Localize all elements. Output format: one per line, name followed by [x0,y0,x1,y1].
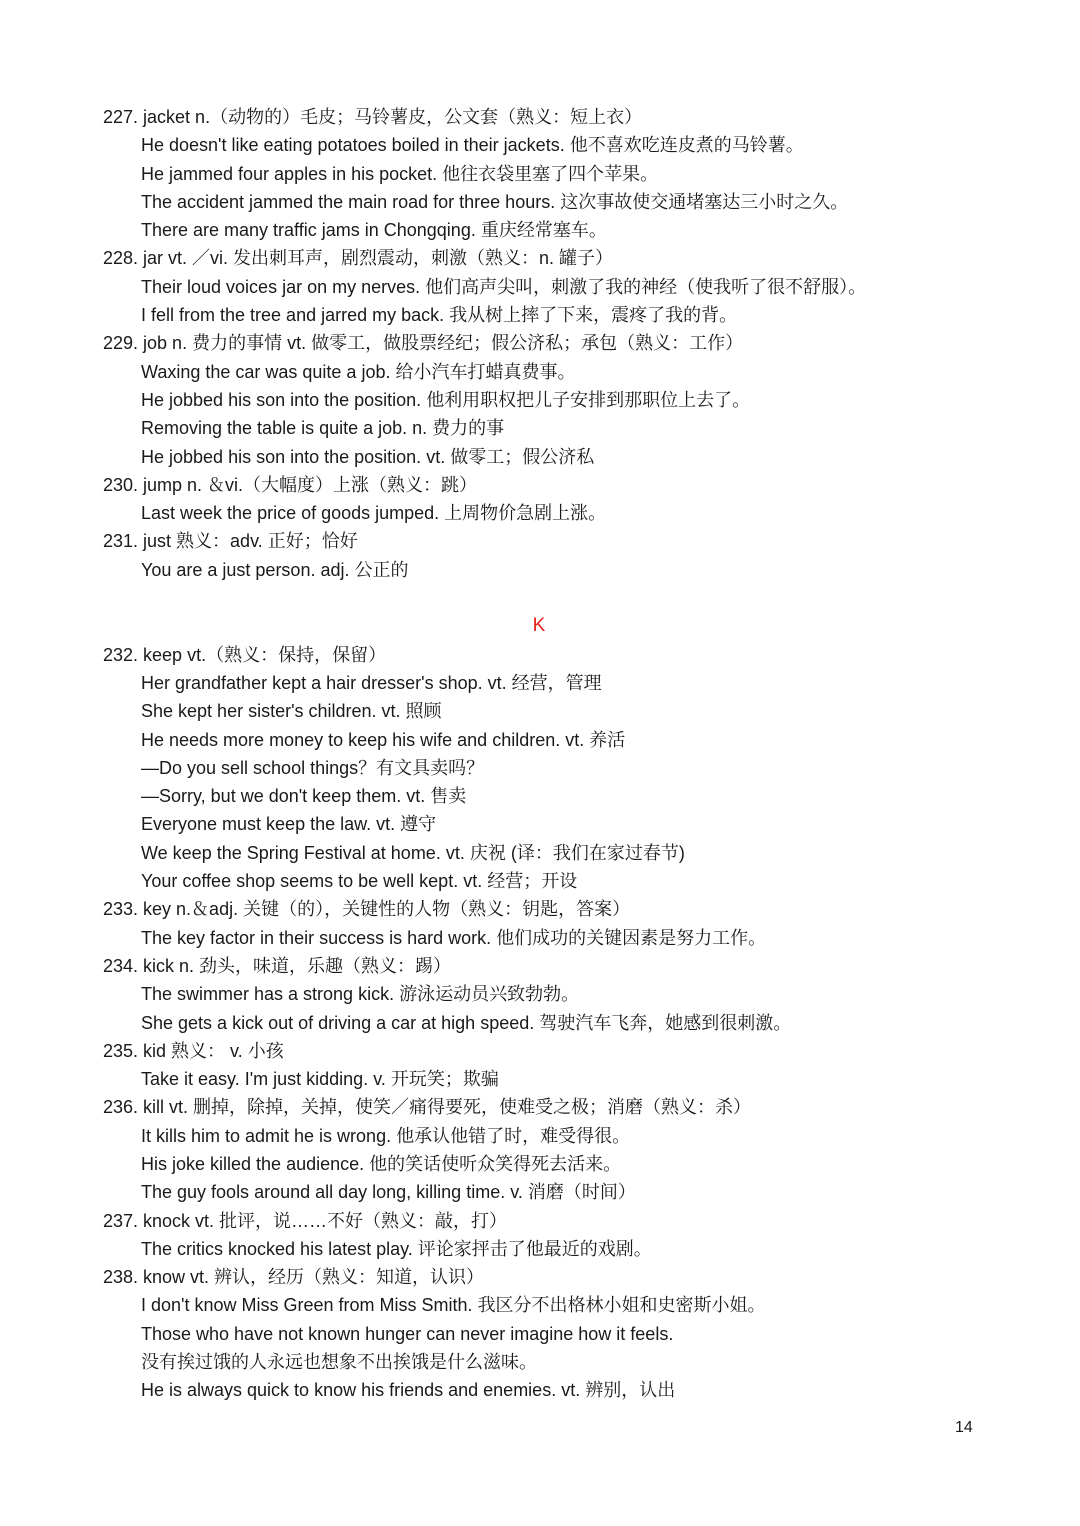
example-sentence: He is always quick to know his friends and enemies. vt. 辨别，认出 [141,1380,676,1401]
example-sentence: Everyone must keep the law. vt. 遵守 [141,814,437,835]
example-sentence: The accident jammed the main road for three hours. 这次事故使交通堵塞达三小时之久。 [141,191,849,212]
vocabulary-entry-heading: 236. kill vt. 删掉，除掉，关掉，使笑／痛得要死，使难受之极；消磨（熟义：杀） [103,1097,752,1118]
vocabulary-entry-heading: 231. just 熟义：adv. 正好；恰好 [103,531,358,552]
example-sentence: Take it easy. I'm just kidding. v. 开玩笑；欺骗 [141,1069,499,1090]
example-sentence: —Do you sell school things？有文具卖吗？ [141,757,485,778]
example-sentence: —Sorry, but we don't keep them. vt. 售卖 [141,786,467,807]
example-sentence: He needs more money to keep his wife and children. vt. 养活 [141,729,626,750]
section-spacer [103,584,1003,612]
example-sentence: I don't know Miss Green from Miss Smith. 我区分不出格林小姐和史密斯小姐。 [141,1295,766,1316]
example-sentence: Removing the table is quite a job. n. 费力的事 [141,418,505,439]
vocabulary-entry-heading: 232. keep vt.（熟义：保持，保留） [103,644,387,665]
vocabulary-entry-heading: 230. jump n. ＆vi.（大幅度）上涨（熟义：跳） [103,474,478,495]
example-sentence: He jobbed his son into the position. 他利用职权把儿子安排到那职位上去了。 [141,389,751,410]
example-sentence: He doesn't like eating potatoes boiled in their jackets. 他不喜欢吃连皮煮的马铃薯。 [141,135,804,156]
example-sentence: You are a just person. adj. 公正的 [141,559,409,580]
example-sentence: Those who have not known hunger can never imagine how it feels. [141,1323,674,1344]
example-sentence: The critics knocked his latest play. 评论家抨击了他最近的戏剧。 [141,1238,652,1259]
example-sentence: 没有挨过饿的人永远也想象不出挨饿是什么滋味。 [141,1352,537,1373]
example-sentence: Their loud voices jar on my nerves. 他们高声尖叫，刺激了我的神经（使我听了很不舒服）。 [141,276,867,297]
vocabulary-entry-heading: 235. kid 熟义： v. 小孩 [103,1040,284,1061]
vocabulary-list [103,103,1003,1405]
example-sentence: His joke killed the audience. 他的笑话使听众笑得死去活来。 [141,1153,622,1174]
example-sentence: Her grandfather kept a hair dresser's shop. vt. 经营，管理 [141,672,602,693]
example-sentence: There are many traffic jams in Chongqing. 重庆经常塞车。 [141,220,607,241]
example-sentence: She gets a kick out of driving a car at high speed. 驾驶汽车飞奔，她感到很刺激。 [141,1012,792,1033]
example-sentence: He jobbed his son into the position. vt. 做零工；假公济私 [141,446,595,467]
vocabulary-entry-heading: 228. jar vt. ／vi. 发出刺耳声，剧烈震动，刺激（熟义：n. 罐子） [103,248,614,269]
example-sentence: I fell from the tree and jarred my back. 我从树上摔了下来，震疼了我的背。 [141,305,738,326]
example-sentence: Your coffee shop seems to be well kept. vt. 经营；开设 [141,871,578,892]
example-sentence: Waxing the car was quite a job. 给小汽车打蜡真费事。 [141,361,576,382]
example-sentence: The guy fools around all day long, killing time. v. 消磨（时间） [141,1182,636,1203]
example-sentence: Last week the price of goods jumped. 上周物价急剧上涨。 [141,503,607,524]
example-sentence: We keep the Spring Festival at home. vt. 庆祝 (译：我们在家过春节) [141,842,685,863]
vocabulary-entry-heading: 237. knock vt. 批评，说……不好（熟义：敲，打） [103,1210,508,1231]
example-sentence: She kept her sister's children. vt. 照顾 [141,701,442,722]
vocabulary-entry-heading: 227. jacket n.（动物的）毛皮；马铃薯皮，公文套（熟义：短上衣） [103,107,643,127]
example-sentence: He jammed four apples in his pocket. 他往衣袋里塞了四个苹果。 [141,163,659,184]
example-sentence: It kills him to admit he is wrong. 他承认他错了时，难受得很。 [141,1125,631,1146]
page-number: 14 [955,1419,973,1436]
section-letter-heading: K [532,615,546,637]
vocabulary-entry-heading: 233. key n.＆adj. 关键（的），关键性的人物（熟义：钥匙，答案） [103,899,631,920]
example-sentence: The key factor in their success is hard work. 他们成功的关键因素是努力工作。 [141,927,767,948]
example-sentence: The swimmer has a strong kick. 游泳运动员兴致勃勃。 [141,984,580,1005]
vocabulary-entry-heading: 229. job n. 费力的事情 vt. 做零工，做股票经纪；假公济私；承包（熟义：工作） [103,333,744,354]
vocabulary-entry-heading: 234. kick n. 劲头，味道，乐趣（熟义：踢） [103,955,452,976]
vocabulary-entry-heading: 238. know vt. 辨认，经历（熟义：知道，认识） [103,1267,485,1288]
